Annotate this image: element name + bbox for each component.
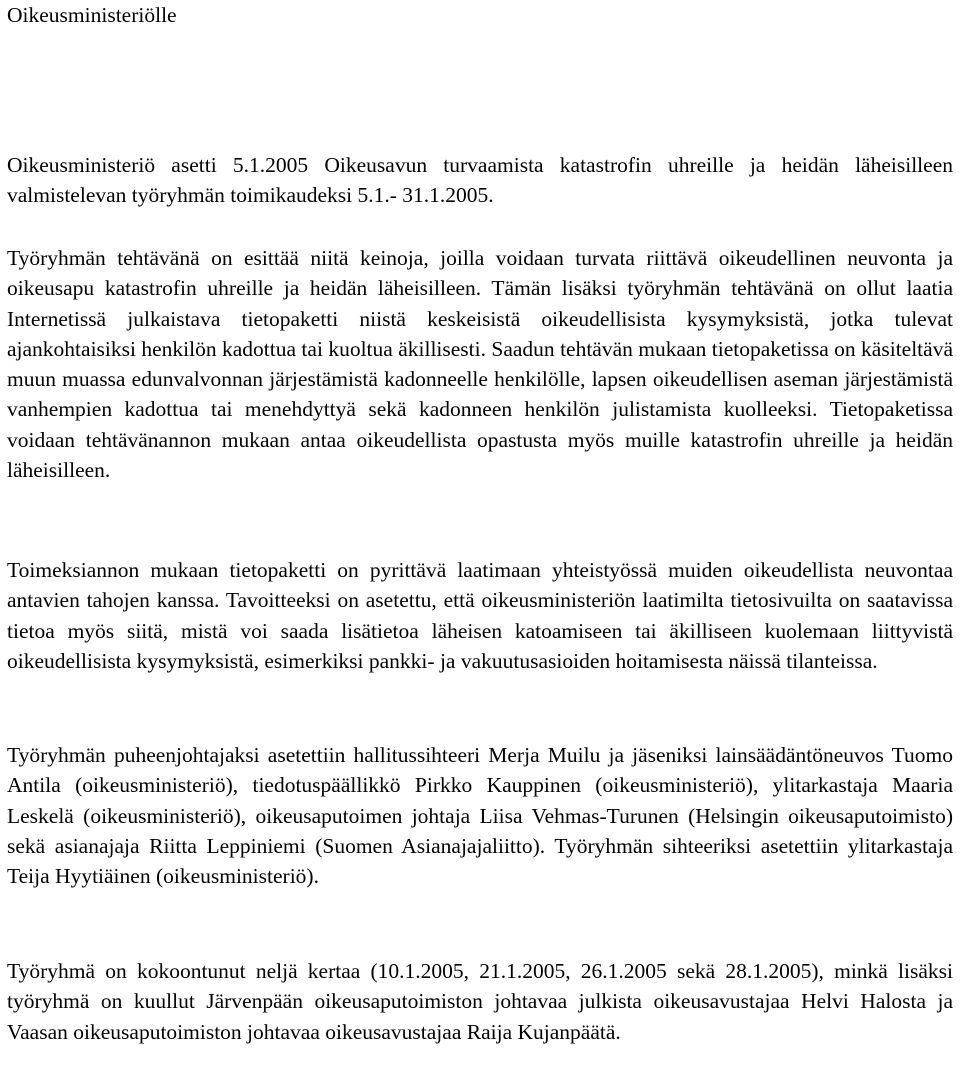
document-heading: Oikeusministeriölle [7,3,177,27]
paragraph-intro: Oikeusministeriö asetti 5.1.2005 Oikeusavun turvaamista katastrofin uhreille ja heidän läheisilleen valmistelevan työryhmän toimikaudeksi 5.1.- 31.1.2005. [7,153,953,208]
document-page [7,0,953,1044]
paragraph-meetings: Työryhmä on kokoontunut neljä kertaa (10.1.2005, 21.1.2005, 26.1.2005 sekä 28.1.2005), minkä lisäksi työryhmä on kuullut Järvenpään oikeusaputoimiston johtavaa julkista oikeusavustajaa Helvi Halosta ja Vaasan oikeusaputoimiston johtavaa oikeusavustajaa Raija Kujanpäätä. [7,959,953,1044]
paragraph-members: Työryhmän puheenjohtajaksi asetettiin hallitussihteeri Merja Muilu ja jäseniksi lainsäädäntöneuvos Tuomo Antila (oikeusministeriö), tiedotuspäällikkö Pirkko Kauppinen (oikeusministeriö), ylitarkastaja Maaria Leskelä (oikeusministeriö), oikeusaputoimen johtaja Liisa Vehmas-Turunen (Helsingin oikeusaputoimisto) sekä asianajaja Riitta Leppiniemi (Suomen Asianajajaliitto). Työryhmän sihteeriksi asetettiin ylitarkastaja Teija Hyytiäinen (oikeusministeriö). [7,743,953,889]
paragraph-task: Työryhmän tehtävänä on esittää niitä keinoja, joilla voidaan turvata riittävä oikeudellinen neuvonta ja oikeusapu katastrofin uhreille ja heidän läheisilleen. Tämän lisäksi työryhmän tehtävänä on ollut laatia Internetissä julkaistava tietopaketti niistä keskeisistä oikeudellisista kysymyksistä, jotka tulevat ajankohtaisiksi henkilön kadottua tai kuoltua äkillisesti. Saadun tehtävän mukaan tietopaketissa on käsiteltävä muun muassa edunvalvonnan järjestämistä kadonneelle henkilölle, lapsen oikeudellisen aseman järjestämistä vanhempien kadottua tai menehdyttyä sekä kadonneen henkilön julistamista kuolleeksi. Tietopaketissa voidaan tehtävänannon mukaan antaa oikeudellista opastusta myös muille katastrofin uhreille ja heidän läheisilleen. [7,246,953,483]
paragraph-mandate: Toimeksiannon mukaan tietopaketti on pyrittävä laatimaan yhteistyössä muiden oikeudellista neuvontaa antavien tahojen kanssa. Tavoitteeksi on asetettu, että oikeusministeriön laatimilta tietosivuilta on saatavissa tietoa myös siitä, mistä voi saada lisätietoa läheisen katoamiseen tai äkilliseen kuolemaan liittyvistä oikeudellisista kysymyksistä, esimerkiksi pankki- ja vakuutusasioiden hoitamisesta näissä tilanteissa. [7,558,953,673]
